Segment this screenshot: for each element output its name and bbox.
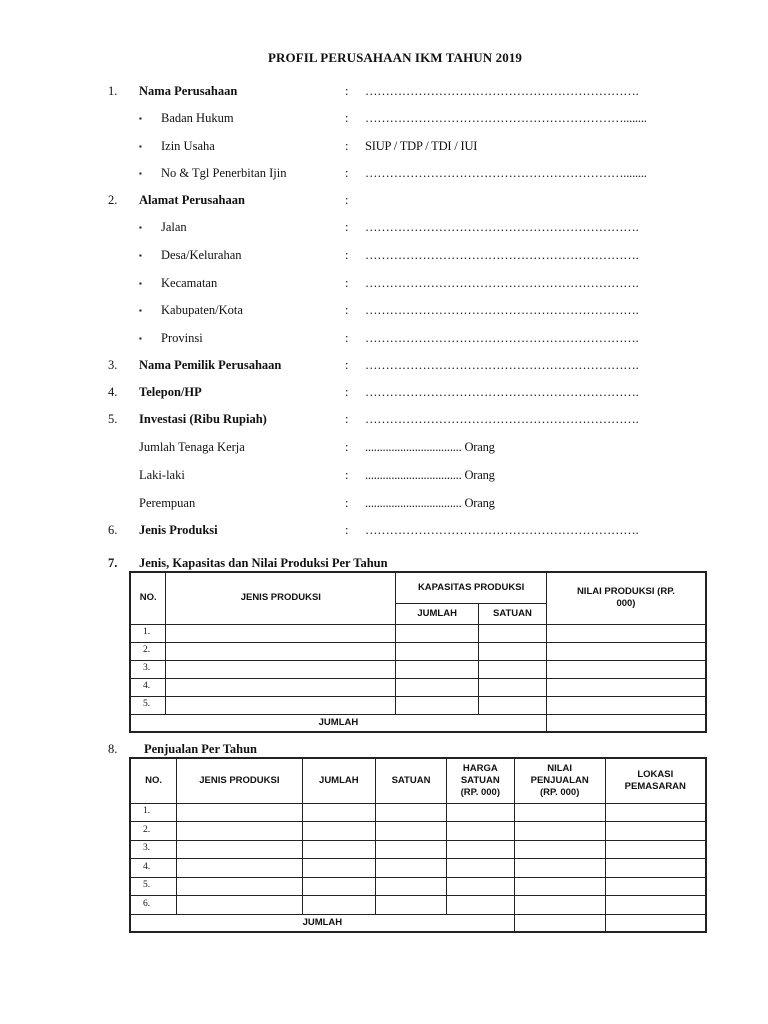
nilai-cell[interactable] [546, 642, 706, 660]
field-colon: : [345, 139, 349, 153]
harga-cell[interactable] [446, 859, 514, 878]
header-jumlah: JUMLAH [302, 758, 376, 803]
field-label: Izin Usaha [161, 139, 215, 153]
field-colon: : [345, 84, 349, 98]
field-colon: : [345, 468, 349, 482]
field-value[interactable]: ................................. Orang [365, 440, 495, 454]
field-label: Provinsi [161, 331, 203, 345]
jenis-cell[interactable] [177, 877, 302, 896]
field-label: Desa/Kelurahan [161, 248, 242, 262]
row-number: 4. [130, 678, 166, 696]
lokasi-cell[interactable] [605, 877, 706, 896]
total-lokasi-cell[interactable] [605, 914, 706, 932]
total-label: JUMLAH [130, 914, 514, 932]
item-number: 2. [108, 193, 118, 207]
section-8-title: Penjualan Per Tahun [144, 742, 258, 756]
jenis-cell[interactable] [166, 696, 396, 714]
field-colon: : [345, 496, 349, 510]
table-row [130, 859, 706, 878]
jumlah-cell[interactable] [302, 803, 376, 822]
nilai-cell[interactable] [546, 696, 706, 714]
nilai-cell[interactable] [514, 840, 605, 859]
jenis-cell[interactable] [177, 859, 302, 878]
satuan-cell[interactable] [479, 660, 547, 678]
harga-cell[interactable] [446, 803, 514, 822]
field-label: Investasi (Ribu Rupiah) [139, 412, 267, 426]
row-number: 1. [130, 803, 177, 822]
row-number: 5. [130, 696, 166, 714]
field-colon: : [345, 412, 349, 426]
field-value[interactable]: …………………………………………………………. [365, 358, 639, 372]
header-satuan: SATUAN [479, 603, 547, 624]
production-table [129, 571, 707, 733]
bullet-icon: ▪ [139, 114, 142, 123]
jenis-cell[interactable] [166, 642, 396, 660]
header-jumlah: JUMLAH [396, 603, 479, 624]
satuan-cell[interactable] [376, 859, 447, 878]
header-jenis-produksi: JENIS PRODUKSI [166, 572, 396, 624]
field-label: Kabupaten/Kota [161, 303, 243, 317]
header-satuan: SATUAN [376, 758, 447, 803]
header-jenis-produksi: JENIS PRODUKSI [177, 758, 302, 803]
field-label: Alamat Perusahaan [139, 193, 245, 207]
lokasi-cell[interactable] [605, 822, 706, 841]
field-label: Jumlah Tenaga Kerja [139, 440, 245, 454]
harga-cell[interactable] [446, 822, 514, 841]
jenis-cell[interactable] [177, 840, 302, 859]
field-label: No & Tgl Penerbitan Ijin [161, 166, 287, 180]
field-value[interactable]: SIUP / TDP / TDI / IUI [365, 139, 478, 153]
field-colon: : [345, 385, 349, 399]
bullet-icon: ▪ [139, 306, 142, 315]
harga-cell[interactable] [446, 877, 514, 896]
field-colon: : [345, 276, 349, 290]
header-no: NO. [130, 758, 177, 803]
table-row [130, 660, 706, 678]
jenis-cell[interactable] [166, 678, 396, 696]
field-colon: : [345, 523, 349, 537]
sales-table [129, 757, 707, 933]
item-number: 4. [108, 385, 118, 399]
field-value[interactable]: …………………………………………………………. [365, 248, 639, 262]
total-label: JUMLAH [130, 714, 546, 732]
field-colon: : [345, 358, 349, 372]
total-nilai-cell[interactable] [514, 914, 605, 932]
lokasi-cell[interactable] [605, 840, 706, 859]
nilai-cell[interactable] [514, 859, 605, 878]
row-number: 6. [130, 896, 177, 915]
field-colon: : [345, 111, 349, 125]
row-number: 1. [130, 624, 166, 642]
table-row [130, 840, 706, 859]
satuan-cell[interactable] [376, 877, 447, 896]
nilai-cell[interactable] [546, 624, 706, 642]
jenis-cell[interactable] [166, 660, 396, 678]
table-row [130, 696, 706, 714]
table-row [130, 896, 706, 915]
row-number: 2. [130, 822, 177, 841]
bullet-icon: ▪ [139, 223, 142, 232]
field-colon: : [345, 303, 349, 317]
field-value[interactable]: …………………………………………………………. [365, 385, 639, 399]
field-label: Nama Pemilik Perusahaan [139, 358, 282, 372]
field-colon: : [345, 248, 349, 262]
header-nilai-penjualan: NILAI PENJUALAN (RP. 000) [514, 758, 605, 803]
bullet-icon: ▪ [139, 251, 142, 260]
item-number: 3. [108, 358, 118, 372]
jumlah-cell[interactable] [302, 822, 376, 841]
nilai-cell[interactable] [514, 896, 605, 915]
row-number: 4. [130, 859, 177, 878]
item-number: 1. [108, 84, 118, 98]
row-number: 3. [130, 660, 166, 678]
table-row [130, 877, 706, 896]
bullet-icon: ▪ [139, 169, 142, 178]
section-8-number: 8. [108, 742, 118, 756]
field-value[interactable]: …………………………………………………………. [365, 276, 639, 290]
nilai-cell[interactable] [514, 803, 605, 822]
satuan-cell[interactable] [479, 678, 547, 696]
satuan-cell[interactable] [479, 696, 547, 714]
section-7-title: Jenis, Kapasitas dan Nilai Produksi Per Tahun [139, 556, 388, 570]
page-title: PROFIL PERUSAHAAN IKM TAHUN 2019 [267, 50, 523, 65]
lokasi-cell[interactable] [605, 896, 706, 915]
field-colon: : [345, 220, 349, 234]
field-label: Kecamatan [161, 276, 218, 290]
field-colon: : [345, 331, 349, 345]
jumlah-cell[interactable] [396, 678, 479, 696]
satuan-cell[interactable] [479, 642, 547, 660]
jenis-cell[interactable] [177, 896, 302, 915]
field-label: Telepon/HP [139, 385, 202, 399]
field-value[interactable]: …………………………………………………………. [365, 303, 639, 317]
field-label: Perempuan [139, 496, 196, 510]
field-value[interactable]: …………………………………………………………. [365, 84, 639, 98]
table-row [130, 678, 706, 696]
satuan-cell[interactable] [376, 896, 447, 915]
harga-cell[interactable] [446, 840, 514, 859]
jumlah-cell[interactable] [396, 696, 479, 714]
nilai-cell[interactable] [514, 877, 605, 896]
field-value[interactable]: …………………………………………………………. [365, 412, 639, 426]
header-nilai-produksi: NILAI PRODUKSI (RP. 000) [546, 572, 706, 624]
jumlah-cell[interactable] [302, 896, 376, 915]
satuan-cell[interactable] [479, 624, 547, 642]
field-colon: : [345, 193, 349, 207]
jumlah-cell[interactable] [396, 624, 479, 642]
bullet-icon: ▪ [139, 334, 142, 343]
field-value[interactable]: ................................. Orang [365, 468, 495, 482]
field-colon: : [345, 440, 349, 454]
header-no: NO. [130, 572, 166, 624]
nilai-cell[interactable] [546, 660, 706, 678]
table-row [130, 822, 706, 841]
field-value[interactable]: …………………………………………………………. [365, 331, 639, 345]
field-value[interactable]: ………………………………………………………........ [365, 111, 647, 125]
header-harga-satuan: HARGA SATUAN (RP. 000) [446, 758, 514, 803]
jenis-cell[interactable] [177, 803, 302, 822]
bullet-icon: ▪ [139, 142, 142, 151]
satuan-cell[interactable] [376, 803, 447, 822]
satuan-cell[interactable] [376, 840, 447, 859]
table-row [130, 624, 706, 642]
field-label: Laki-laki [139, 468, 185, 482]
bullet-icon: ▪ [139, 279, 142, 288]
field-label: Jenis Produksi [139, 523, 218, 537]
jenis-cell[interactable] [177, 822, 302, 841]
table-row [130, 803, 706, 822]
lokasi-cell[interactable] [605, 803, 706, 822]
header-kapasitas: KAPASITAS PRODUKSI [396, 572, 547, 603]
field-label: Nama Perusahaan [139, 84, 238, 98]
row-number: 3. [130, 840, 177, 859]
row-number: 5. [130, 877, 177, 896]
field-value[interactable]: …………………………………………………………. [365, 523, 639, 537]
field-value[interactable]: ………………………………………………………........ [365, 166, 647, 180]
jumlah-cell[interactable] [302, 877, 376, 896]
item-number: 6. [108, 523, 118, 537]
field-label: Jalan [161, 220, 187, 234]
nilai-cell[interactable] [546, 678, 706, 696]
jumlah-cell[interactable] [396, 660, 479, 678]
satuan-cell[interactable] [376, 822, 447, 841]
field-colon: : [345, 166, 349, 180]
table-row [130, 642, 706, 660]
header-lokasi-pemasaran: LOKASI PEMASARAN [605, 758, 706, 803]
jenis-cell[interactable] [166, 624, 396, 642]
jumlah-cell[interactable] [302, 859, 376, 878]
jumlah-cell[interactable] [302, 840, 376, 859]
item-number: 5. [108, 412, 118, 426]
total-nilai-cell[interactable] [546, 714, 706, 732]
field-label: Badan Hukum [161, 111, 234, 125]
row-number: 2. [130, 642, 166, 660]
field-value[interactable]: ................................. Orang [365, 496, 495, 510]
section-7-number: 7. [108, 556, 118, 570]
field-value[interactable]: …………………………………………………………. [365, 220, 639, 234]
lokasi-cell[interactable] [605, 859, 706, 878]
harga-cell[interactable] [446, 896, 514, 915]
jumlah-cell[interactable] [396, 642, 479, 660]
nilai-cell[interactable] [514, 822, 605, 841]
